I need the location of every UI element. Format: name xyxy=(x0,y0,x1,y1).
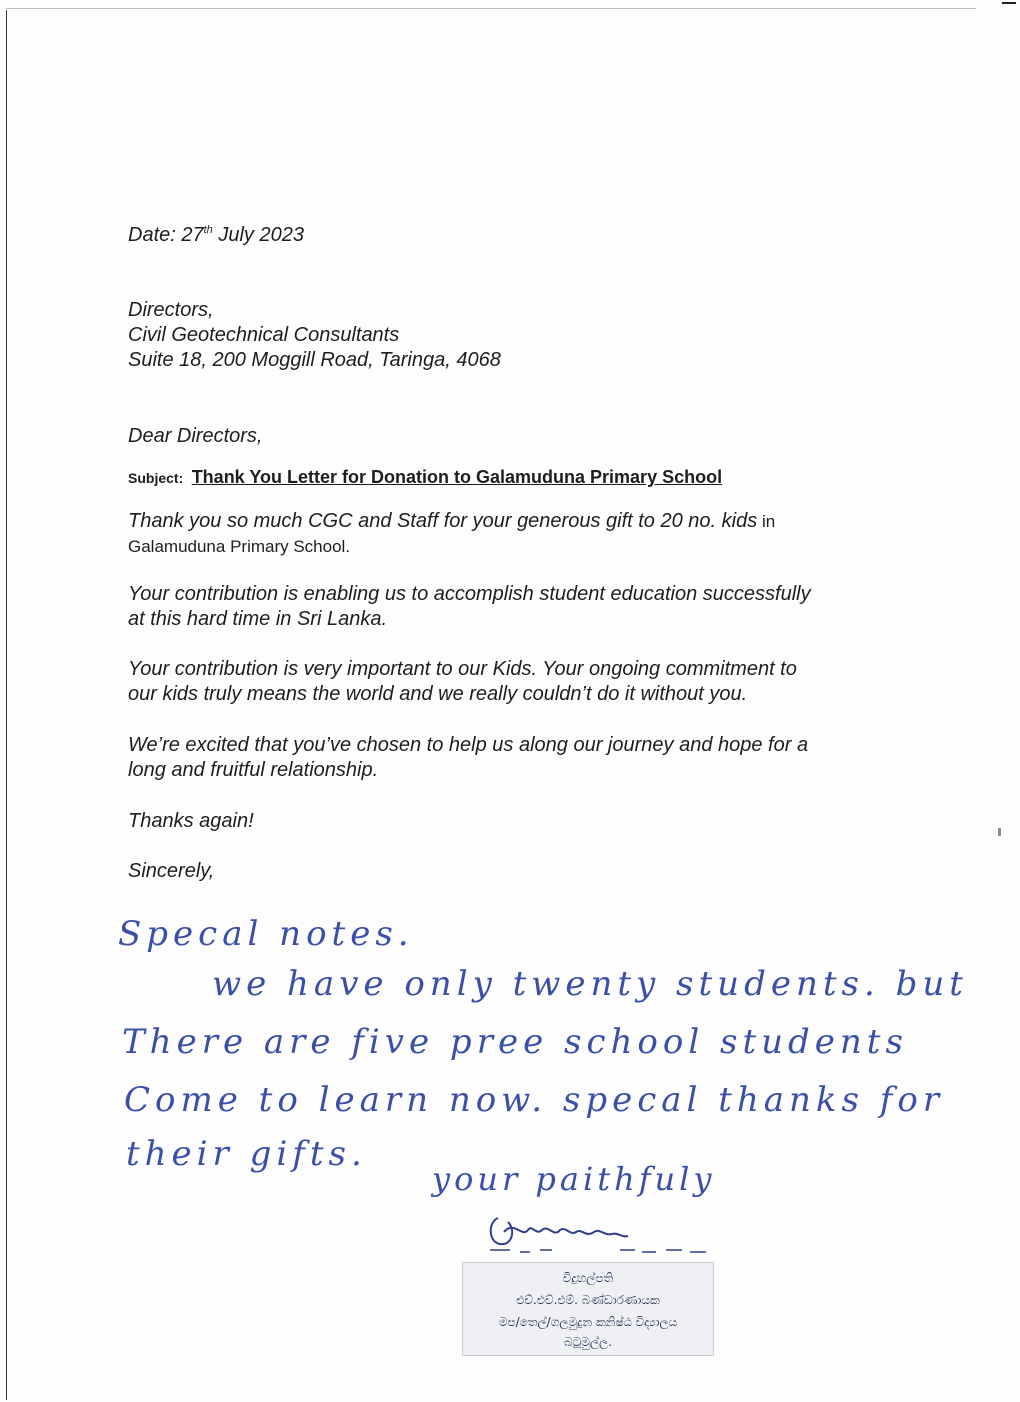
subject-label: Subject: xyxy=(128,470,184,486)
subject-line xyxy=(128,467,722,488)
thanks-line: Thanks again! xyxy=(128,810,254,832)
date-ordinal: th xyxy=(203,224,213,236)
paragraph-3-line: Your contribution is very important to our Kids. Your ongoing commitment to xyxy=(128,658,797,680)
paragraph-1-line-1 xyxy=(128,509,775,534)
paragraph-4-line: long and fruitful relationship. xyxy=(128,759,379,781)
recipient-line: Directors, xyxy=(128,299,214,321)
handwritten-line: their gifts. xyxy=(126,1134,367,1174)
stamp-line: මප/තෙල්/ගලමුදුන කනිෂ්ඨ විද්‍යාලය xyxy=(498,1315,678,1329)
closing-line: Sincerely, xyxy=(128,860,215,882)
recipient-line: Civil Geotechnical Consultants xyxy=(128,324,400,346)
paragraph-1-line-2: Galamuduna Primary School. xyxy=(128,537,351,556)
scan-mark xyxy=(998,828,1001,836)
recipient-line: Suite 18, 200 Moggill Road, Taringa, 4068 xyxy=(128,349,501,371)
stamp-line: විදුහල්පති xyxy=(562,1271,614,1285)
handwritten-line: There are five pree school students xyxy=(122,1022,908,1062)
paragraph-1-italic: Thank you so much CGC and Staff for your generous gift to 20 no. kids xyxy=(128,510,758,532)
stamp-line: බටුමුල්ල. xyxy=(564,1335,612,1349)
scan-mark xyxy=(1002,2,1016,4)
letter-date xyxy=(128,223,304,248)
paragraph-2-line: at this hard time in Sri Lanka. xyxy=(128,608,388,630)
scan-edge-top xyxy=(6,8,976,9)
signature xyxy=(470,1200,720,1260)
date-day: Date: 27 xyxy=(128,224,204,246)
date-month-year: July 2023 xyxy=(212,224,304,246)
paragraph-3-line: our kids truly means the world and we really couldn’t do it without you. xyxy=(128,683,748,705)
signature-scribble xyxy=(470,1200,720,1260)
stamp-line: එච්.එච්.එම්. බණ්ඩාරණායක xyxy=(516,1293,660,1307)
subject-text: Thank You Letter for Donation to Galamuduna Primary School xyxy=(191,467,723,487)
handwritten-line: we have only twenty students. but xyxy=(212,964,968,1004)
salutation: Dear Directors, xyxy=(128,425,263,447)
paragraph-1-plain: in xyxy=(757,512,776,531)
handwritten-line: Specal notes. xyxy=(118,914,414,954)
handwritten-line: your paithfuly xyxy=(432,1160,716,1198)
official-stamp xyxy=(462,1262,714,1356)
paragraph-4-line: We’re excited that you’ve chosen to help us along our journey and hope for a xyxy=(128,734,809,756)
handwritten-line: Come to learn now. specal thanks for xyxy=(124,1080,945,1120)
paragraph-2-line: Your contribution is enabling us to accomplish student education successfully xyxy=(128,583,811,605)
scan-edge-left xyxy=(6,10,7,1400)
